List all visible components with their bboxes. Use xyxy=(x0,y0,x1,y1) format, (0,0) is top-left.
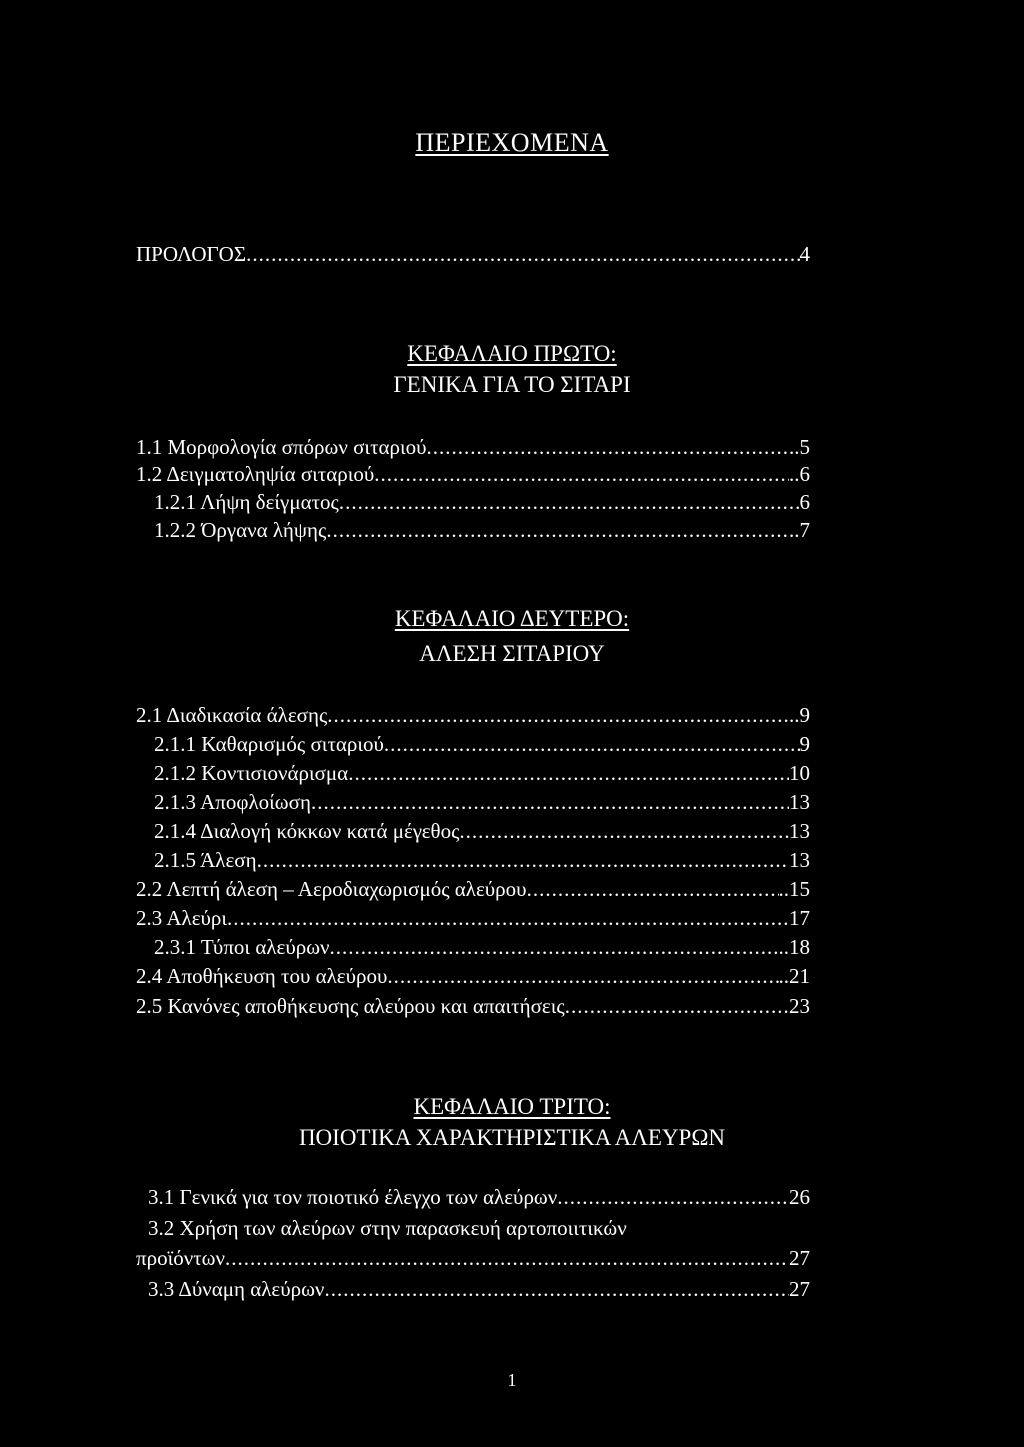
toc-leader-dots xyxy=(330,934,779,960)
toc-entry-label: 3.3 Δύναμη αλεύρων xyxy=(148,1277,325,1301)
toc-entry-label: 2.2 Λεπτή άλεση – Αεροδιαχωρισμός αλεύρου xyxy=(136,877,527,901)
toc-leader-dots xyxy=(459,818,789,844)
toc-entry xyxy=(136,993,810,1019)
toc-entry-page: 13 xyxy=(789,819,810,843)
toc-leader-dots xyxy=(527,876,779,902)
toc-entry-page: ..15 xyxy=(778,877,810,901)
chapter-3-heading xyxy=(0,1093,1024,1121)
chapter-3-title: ΚΕΦΑΛΑΙΟ ΤΡΙΤΟ: xyxy=(413,1094,611,1119)
toc-entry-page: ..6 xyxy=(789,462,810,486)
toc-entry-prologue xyxy=(136,241,810,267)
toc-entry-page: 10 xyxy=(789,761,810,785)
toc-entry-page: 26 xyxy=(789,1185,810,1209)
footer-page-number: 1 xyxy=(507,1370,517,1390)
toc-entry xyxy=(154,818,810,844)
chapter-3-subheading: ΠΟΙΟΤΙΚΑ ΧΑΡΑΚΤΗΡΙΣΤΙΚΑ ΑΛΕΥΡΩΝ xyxy=(298,1125,726,1150)
toc-entry xyxy=(136,905,810,931)
toc-entry-label: 2.4 Αποθήκευση του αλεύρου xyxy=(136,964,388,988)
toc-leader-dots xyxy=(324,1276,789,1302)
toc-entry-page: 9 xyxy=(799,732,810,756)
toc-entry xyxy=(148,1184,810,1210)
toc-leader-dots xyxy=(374,461,789,487)
toc-entry-label: 2.1.5 Άλεση xyxy=(154,848,257,872)
toc-entry-page: 13 xyxy=(789,848,810,872)
toc-entry xyxy=(136,702,810,728)
toc-entry xyxy=(136,1245,810,1271)
toc-entry xyxy=(136,461,810,487)
toc-leader-dots xyxy=(339,489,800,515)
toc-leader-dots xyxy=(327,702,789,728)
toc-leader-dots xyxy=(348,760,789,786)
toc-entry xyxy=(136,876,810,902)
toc-entry-label: 1.2.2 Όργανα λήψης xyxy=(154,518,327,542)
chapter-2-heading xyxy=(0,605,1024,633)
chapter-1-heading xyxy=(0,340,1024,368)
toc-entry-continued: 3.2 Χρήση των αλεύρων στην παρασκευή αρτοποιιτικών xyxy=(148,1216,627,1240)
toc-leader-dots xyxy=(565,993,789,1019)
toc-entry xyxy=(154,760,810,786)
toc-entry-page: 4 xyxy=(799,242,810,266)
toc-entry-page: ..18 xyxy=(778,935,810,959)
toc-leader-dots xyxy=(384,731,800,757)
chapter-2-subheading: ΑΛΕΣΗ ΣΙΤΑΡΙΟΥ xyxy=(419,641,605,666)
toc-leader-dots xyxy=(427,434,789,460)
toc-entry-page: 27 xyxy=(789,1277,810,1301)
toc-leader-dots xyxy=(227,905,789,931)
toc-entry-label: 1.1 Μορφολογία σπόρων σιταριού xyxy=(136,435,427,459)
toc-entry-label: 2.1.1 Καθαρισμός σιταριού xyxy=(154,732,384,756)
chapter-1-subheading: ΓΕΝΙΚΑ ΓΙΑ ΤΟ ΣΙΤΑΡΙ xyxy=(393,372,631,397)
toc-entry xyxy=(154,489,810,515)
toc-entry-label: ΠΡΟΛΟΓΟΣ xyxy=(136,242,247,266)
toc-entry-label: 2.5 Κανόνες αποθήκευσης αλεύρου και απαιτήσεις xyxy=(136,994,565,1018)
toc-entry-page: ..7 xyxy=(789,518,810,542)
toc-entry-label: 2.3.1 Τύποι αλεύρων xyxy=(154,935,330,959)
toc-entry xyxy=(154,517,810,543)
toc-leader-dots xyxy=(557,1184,789,1210)
toc-entry xyxy=(154,934,810,960)
toc-entry xyxy=(154,847,810,873)
toc-entry-label: 2.1.4 Διαλογή κόκκων κατά μέγεθος xyxy=(154,819,460,843)
toc-entry-page: 27 xyxy=(789,1246,810,1270)
toc-leader-dots xyxy=(326,517,789,543)
toc-entry-page: ..9 xyxy=(789,703,810,727)
toc-entry-page: 13 xyxy=(789,790,810,814)
toc-entry-page: ..21 xyxy=(778,964,810,988)
chapter-2-title: ΚΕΦΑΛΑΙΟ ΔΕΥΤΕΡΟ: xyxy=(394,606,630,631)
toc-entry-label: 2.3 Αλεύρι xyxy=(136,906,228,930)
toc-entry-label: προϊόντων xyxy=(136,1246,225,1270)
toc-entry xyxy=(136,963,810,989)
toc-entry xyxy=(148,1276,810,1302)
toc-entry-label: 2.1 Διαδικασία άλεσης xyxy=(136,703,328,727)
toc-entry xyxy=(154,789,810,815)
toc-entry-label: 1.2.1 Λήψη δείγματος xyxy=(154,490,339,514)
toc-entry-page: 23 xyxy=(789,994,810,1018)
toc-leader-dots xyxy=(225,1245,789,1271)
chapter-1-title: ΚΕΦΑΛΑΙΟ ΠΡΩΤΟ: xyxy=(407,341,617,366)
toc-leader-dots xyxy=(311,789,789,815)
toc-entry-label: 2.1.3 Αποφλοίωση xyxy=(154,790,311,814)
toc-entry-page: ..5 xyxy=(789,435,810,459)
page-title: ΠΕΡΙΕΧΟΜΕΝΑ xyxy=(415,128,609,157)
toc-leader-dots xyxy=(387,963,778,989)
toc-entry-label: 3.1 Γενικά για τον ποιοτικό έλεγχο των αλεύρων xyxy=(148,1185,558,1209)
toc-leader-dots xyxy=(257,847,789,873)
toc-entry-label: 2.1.2 Κοντισιονάρισμα xyxy=(154,761,349,785)
toc-entry-page: 6 xyxy=(799,490,810,514)
toc-leader-dots xyxy=(246,241,799,267)
toc-entry-page: 17 xyxy=(789,906,810,930)
toc-entry xyxy=(154,731,810,757)
toc-entry-label: 1.2 Δειγματοληψία σιταριού xyxy=(136,462,375,486)
toc-entry xyxy=(136,434,810,460)
